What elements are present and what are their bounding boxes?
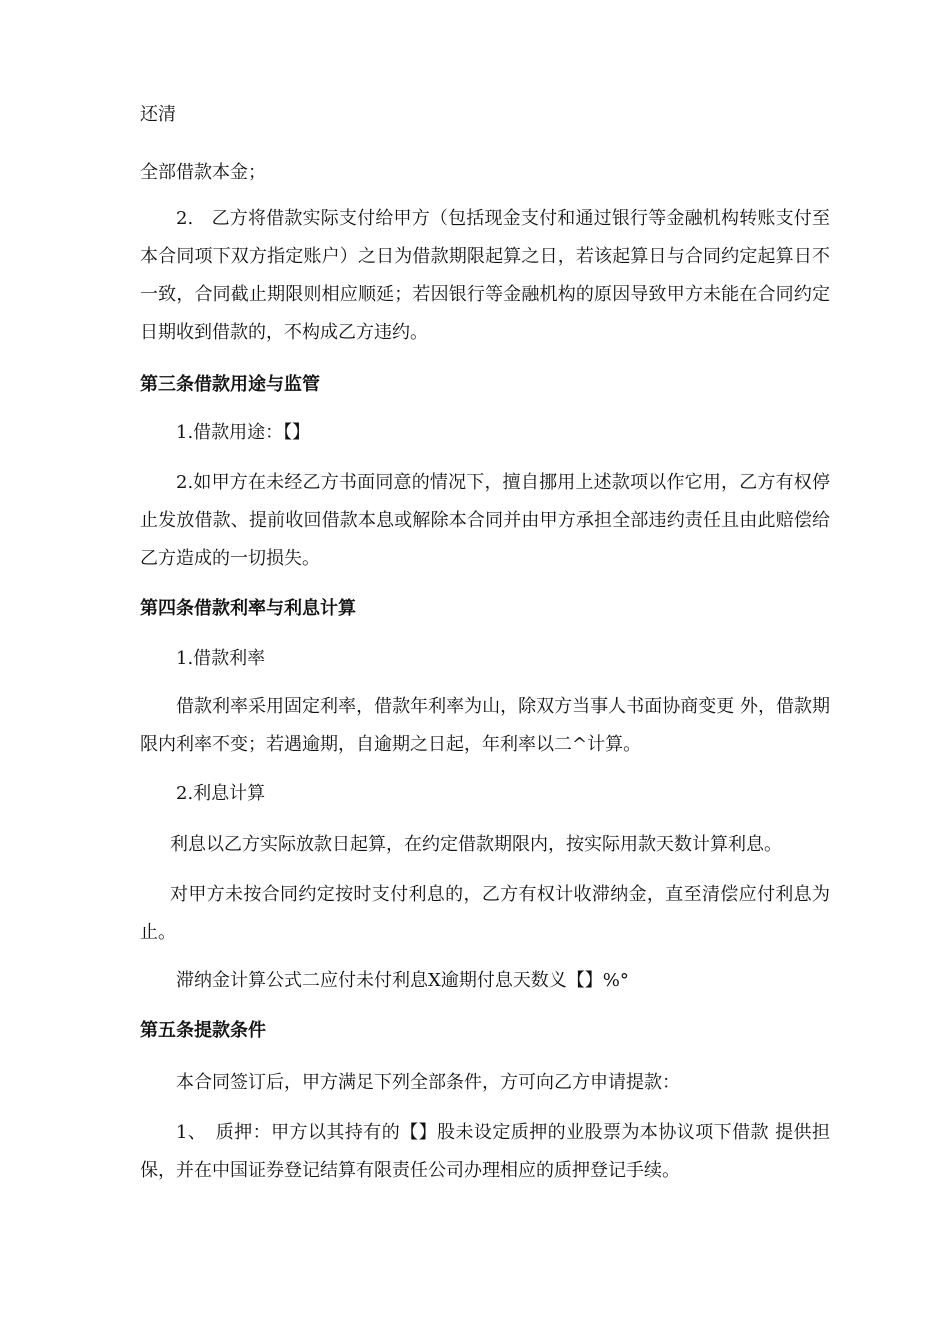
article-4-item-2: 2.利息计算 [176, 783, 266, 804]
article-4-item-1-text: 借款利率采用固定利率，借款年利率为山，除双方当事人书面协商变更 外，借款期限内利率不变；若遇逾期，自逾期之日起，年利率以二^计算。 [140, 696, 830, 755]
text-line-repay: 还清 [140, 104, 176, 125]
article-5-intro: 本合同签订后，甲方满足下列全部条件，方可向乙方申请提款： [176, 1072, 680, 1093]
text-line-principal: 全部借款本金； [140, 162, 266, 183]
article-4-item-2-text-2: 对甲方未按合同约定按时支付利息的，乙方有权计收滞纳金，直至清偿应付利息为止。 [140, 884, 830, 943]
article-3-item-2: 2.如甲方在未经乙方书面同意的情况下，擅自挪用上述款项以作它用，乙方有权停止发放借款、提前收回借款本息或解除本合同并由甲方承担全部违约责任且由此赔偿给乙方造成的一切损失。 [140, 472, 830, 569]
article-4-item-2-text-3: 滞纳金计算公式二应付未付利息X逾期付息天数义【】%° [176, 970, 629, 991]
article-5-item-1: 1、 质押：甲方以其持有的【】股未设定质押的业股票为本协议项下借款 提供担保，并在中国证券登记结算有限责任公司办理相应的质押登记手续。 [140, 1122, 830, 1181]
clause-2-paragraph: 2. 乙方将借款实际支付给甲方（包括现金支付和通过银行等金融机构转账支付至本合同项下双方指定账户）之日为借款期限起算之日，若该起算日与合同约定起算日不一致，合同截止期限则相应顺延；若因银行等金融机构的原因导致甲方未能在合同约定日期收到借款的，不构成乙方违约。 [140, 208, 830, 343]
article-4-item-2-text-1: 利息以乙方实际放款日起算，在约定借款期限内，按实际用款天数计算利息。 [170, 834, 782, 855]
article-3-heading: 第三条借款用途与监管 [140, 374, 320, 395]
article-5-heading: 第五条提款条件 [140, 1020, 266, 1041]
article-4-item-1: 1.借款利率 [176, 648, 266, 669]
article-3-item-1: 1.借款用途：【】 [176, 422, 311, 443]
article-4-heading: 第四条借款利率与利息计算 [140, 598, 356, 619]
